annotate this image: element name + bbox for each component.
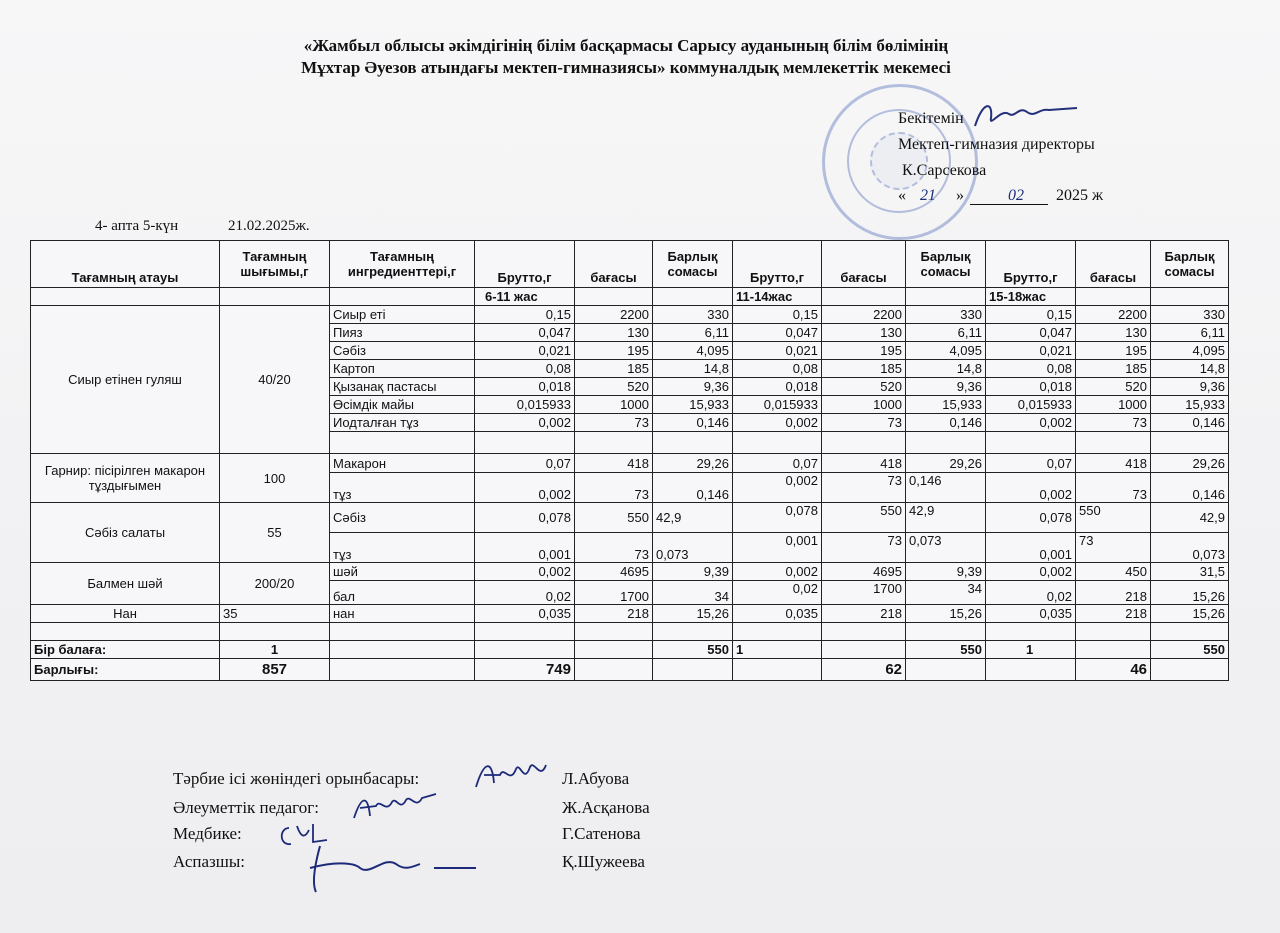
cell-value: 0,08 (733, 360, 822, 378)
approval-day: 21 (920, 187, 936, 204)
cell-value: 218 (822, 605, 906, 623)
cell-value: 15,933 (906, 396, 986, 414)
table-row-empty (31, 623, 1229, 641)
cell-value: 1000 (1076, 396, 1151, 414)
cell-value: 330 (653, 306, 733, 324)
age-group-3: 15-18жас (986, 288, 1076, 306)
ingredient-name: шәй (330, 563, 475, 581)
cell-value: 520 (1076, 378, 1151, 396)
cell-value: 4695 (575, 563, 653, 581)
approval-quote-close: » (956, 187, 964, 204)
cell-value: 185 (1076, 360, 1151, 378)
per-child-row (31, 641, 1229, 659)
approval-director-name: К.Сарсекова (902, 162, 987, 179)
cell-value: 34 (906, 581, 986, 605)
cell-value: 0,02 (986, 581, 1076, 605)
col-total-2: Барлық сомасы (906, 241, 986, 288)
menu-date: 21.02.2025ж. (227, 218, 310, 234)
dish-name: Нан (31, 605, 220, 623)
dish-yield: 200/20 (220, 563, 330, 605)
ingredient-name: Иодталған тұз (330, 414, 475, 432)
cell-value: 550 (1076, 503, 1151, 533)
cell-value: 0,078 (475, 503, 575, 533)
dish-yield: 55 (220, 503, 330, 563)
cell-value: 0,002 (475, 414, 575, 432)
cell-value: 0,001 (986, 533, 1076, 563)
cell-value: 4695 (822, 563, 906, 581)
cell-value: 29,26 (906, 454, 986, 473)
cell-value: 9,36 (653, 378, 733, 396)
age-group-1: 6-11 жас (475, 288, 575, 306)
cell-value: 130 (1076, 324, 1151, 342)
cell-value: 0,07 (475, 454, 575, 473)
dish-name: Гарнир: пісірілген макарон тұздығымен (31, 454, 220, 503)
per-child-brutto-3: 1 (986, 641, 1076, 659)
table-row (31, 605, 1229, 623)
dish-yield: 100 (220, 454, 330, 503)
cell-value: 0,073 (1151, 533, 1229, 563)
col-yield: Тағамның шығымы,г (220, 241, 330, 288)
col-ingredients: Тағамның ингредиенттері,г (330, 241, 475, 288)
cell-value: 73 (575, 414, 653, 432)
grand-total-label: Барлығы: (31, 659, 220, 681)
grand-total-row (31, 659, 1229, 681)
cell-value: 0,073 (653, 533, 733, 563)
signature-name: Қ.Шужеева (562, 852, 645, 871)
director-signature (965, 96, 1085, 136)
cell-value: 218 (575, 605, 653, 623)
cell-value: 34 (653, 581, 733, 605)
per-child-total-3: 550 (1151, 641, 1229, 659)
ingredient-name: Картоп (330, 360, 475, 378)
handwritten-signature (350, 788, 440, 824)
cell-value: 9,36 (1151, 378, 1229, 396)
cell-value: 330 (1151, 306, 1229, 324)
ingredient-name: нан (330, 605, 475, 623)
col-price-1: бағасы (575, 241, 653, 288)
grand-total-2: 62 (822, 659, 906, 681)
cell-value: 520 (575, 378, 653, 396)
col-brutto-2: Брутто,г (733, 241, 822, 288)
handwritten-signature (470, 755, 550, 795)
cell-value: 0,015933 (733, 396, 822, 414)
cell-value: 4,095 (906, 342, 986, 360)
cell-value: 1000 (822, 396, 906, 414)
cell-value: 0,002 (733, 563, 822, 581)
cell-value: 195 (822, 342, 906, 360)
cell-value: 0,021 (475, 342, 575, 360)
ingredient-name: Қызанақ пастасы (330, 378, 475, 396)
dish-name: Сәбіз салаты (31, 503, 220, 563)
cell-value: 0,146 (653, 473, 733, 503)
cell-value: 15,26 (653, 605, 733, 623)
per-child-total-1: 550 (653, 641, 733, 659)
cell-value: 0,035 (986, 605, 1076, 623)
cell-value: 73 (575, 533, 653, 563)
approval-approve: Бекітемін (898, 110, 964, 127)
cell-value: 185 (822, 360, 906, 378)
cell-value: 550 (575, 503, 653, 533)
cell-value: 0,07 (733, 454, 822, 473)
table-row (31, 454, 1229, 473)
signature-name: Л.Абуова (562, 769, 630, 788)
cell-value: 73 (1076, 473, 1151, 503)
cell-value: 1000 (575, 396, 653, 414)
cell-value: 73 (1076, 533, 1151, 563)
cell-value: 0,002 (986, 473, 1076, 503)
cell-value: 0,015933 (986, 396, 1076, 414)
cell-value: 0,002 (733, 473, 822, 503)
cell-value: 0,146 (906, 414, 986, 432)
col-total-3: Барлық сомасы (1151, 241, 1229, 288)
ingredient-name: Сиыр еті (330, 306, 475, 324)
cell-value: 15,933 (1151, 396, 1229, 414)
cell-value: 0,08 (475, 360, 575, 378)
grand-total-1: 749 (475, 659, 575, 681)
day-info (95, 218, 310, 235)
cell-value: 0,047 (986, 324, 1076, 342)
cell-value: 0,146 (1151, 473, 1229, 503)
cell-value: 0,073 (906, 533, 986, 563)
cell-value: 73 (822, 414, 906, 432)
cell-value: 0,078 (733, 503, 822, 533)
cell-value: 0,146 (1151, 414, 1229, 432)
cell-value: 218 (1076, 581, 1151, 605)
cell-value: 42,9 (906, 503, 986, 533)
cell-value: 1700 (575, 581, 653, 605)
cell-value: 0,047 (475, 324, 575, 342)
cell-value: 195 (1076, 342, 1151, 360)
table-header-row (31, 241, 1229, 288)
cell-value: 0,15 (733, 306, 822, 324)
cell-value: 14,8 (906, 360, 986, 378)
cell-value: 2200 (822, 306, 906, 324)
cell-value: 418 (822, 454, 906, 473)
table-row (31, 503, 1229, 533)
age-group-row (31, 288, 1229, 306)
cell-value: 0,146 (906, 473, 986, 503)
cell-value: 73 (575, 473, 653, 503)
col-price-3: бағасы (1076, 241, 1151, 288)
cell-value: 0,002 (986, 414, 1076, 432)
cell-value: 0,078 (986, 503, 1076, 533)
col-total-1: Барлық сомасы (653, 241, 733, 288)
col-dish-name: Тағамның атауы (31, 241, 220, 288)
grand-total-3: 46 (1076, 659, 1151, 681)
week-day: 4- апта 5-күн (95, 218, 179, 234)
cell-value: 0,002 (733, 414, 822, 432)
cell-value: 418 (575, 454, 653, 473)
cell-value: 0,018 (733, 378, 822, 396)
cell-value: 130 (822, 324, 906, 342)
cell-value: 1700 (822, 581, 906, 605)
approval-year: 2025 ж (1056, 187, 1104, 204)
cell-value: 9,36 (906, 378, 986, 396)
cell-value: 29,26 (653, 454, 733, 473)
ingredient-name: Макарон (330, 454, 475, 473)
cell-value: 520 (822, 378, 906, 396)
cell-value: 0,018 (475, 378, 575, 396)
menu-table (30, 240, 1229, 681)
cell-value: 0,001 (475, 533, 575, 563)
ingredient-name: Сәбіз (330, 503, 475, 533)
col-price-2: бағасы (822, 241, 906, 288)
signature-role: Тәрбие ісі жөніндегі орынбасары: (173, 769, 420, 788)
cell-value: 0,015933 (475, 396, 575, 414)
ingredient-name: тұз (330, 533, 475, 563)
cell-value: 15,26 (1151, 581, 1229, 605)
cell-value: 0,02 (475, 581, 575, 605)
ingredient-name: бал (330, 581, 475, 605)
cell-value: 14,8 (653, 360, 733, 378)
cell-value: 15,26 (1151, 605, 1229, 623)
cell-value: 0,15 (986, 306, 1076, 324)
cell-value: 73 (1076, 414, 1151, 432)
dish-yield: 35 (220, 605, 330, 623)
cell-value: 29,26 (1151, 454, 1229, 473)
cell-value: 42,9 (1151, 503, 1229, 533)
cell-value: 0,035 (475, 605, 575, 623)
cell-value: 185 (575, 360, 653, 378)
table-row (31, 563, 1229, 581)
signature-role: Медбике: (173, 824, 242, 843)
cell-value: 0,002 (475, 563, 575, 581)
cell-value: 0,035 (733, 605, 822, 623)
cell-value: 15,933 (653, 396, 733, 414)
cell-value: 73 (822, 533, 906, 563)
signature-name: Ж.Асқанова (562, 798, 650, 817)
cell-value: 450 (1076, 563, 1151, 581)
cell-value: 0,018 (986, 378, 1076, 396)
cell-value: 330 (906, 306, 986, 324)
cell-value: 0,08 (986, 360, 1076, 378)
cell-value: 6,11 (653, 324, 733, 342)
cell-value: 130 (575, 324, 653, 342)
cell-value: 31,5 (1151, 563, 1229, 581)
cell-value: 6,11 (906, 324, 986, 342)
cell-value: 0,021 (733, 342, 822, 360)
cell-value: 0,021 (986, 342, 1076, 360)
ingredient-name: Өсімдік майы (330, 396, 475, 414)
dish-name: Сиыр етінен гуляш (31, 306, 220, 454)
cell-value: 0,047 (733, 324, 822, 342)
cell-value: 0,15 (475, 306, 575, 324)
cell-value: 4,095 (1151, 342, 1229, 360)
cell-value: 0,001 (733, 533, 822, 563)
grand-total-yield: 857 (220, 659, 330, 681)
cell-value: 0,07 (986, 454, 1076, 473)
col-brutto-1: Брутто,г (475, 241, 575, 288)
cell-value: 42,9 (653, 503, 733, 533)
dish-yield: 40/20 (220, 306, 330, 454)
cell-value: 0,146 (653, 414, 733, 432)
col-brutto-3: Брутто,г (986, 241, 1076, 288)
approval-quote-open: « (898, 187, 906, 204)
ingredient-name: Пияз (330, 324, 475, 342)
header-line-2: Мұхтар Әуезов атындағы мектеп-гимназиясы» коммуналдық мемлекеттік мекемесі (301, 58, 951, 77)
per-child-total-2: 550 (906, 641, 986, 659)
table-row (31, 306, 1229, 324)
cell-value: 2200 (1076, 306, 1151, 324)
ingredient-name: Сәбіз (330, 342, 475, 360)
cell-value: 6,11 (1151, 324, 1229, 342)
per-child-label: Бір балаға: (31, 641, 220, 659)
approval-position: Мектеп-гимназия директоры (898, 136, 1095, 153)
age-group-2: 11-14жас (733, 288, 822, 306)
ingredient-name: тұз (330, 473, 475, 503)
cell-value: 218 (1076, 605, 1151, 623)
cell-value: 14,8 (1151, 360, 1229, 378)
per-child-yield: 1 (220, 641, 330, 659)
cell-value: 418 (1076, 454, 1151, 473)
cell-value: 73 (822, 473, 906, 503)
handwritten-signature (300, 838, 480, 898)
signature-name: Г.Сатенова (562, 824, 641, 843)
cell-value: 195 (575, 342, 653, 360)
cell-value: 15,26 (906, 605, 986, 623)
cell-value: 9,39 (653, 563, 733, 581)
cell-value: 0,002 (986, 563, 1076, 581)
cell-value: 0,02 (733, 581, 822, 605)
signature-role: Аспазшы: (173, 852, 245, 871)
signature-role: Әлеуметтік педагог: (173, 798, 319, 817)
cell-value: 9,39 (906, 563, 986, 581)
dish-name: Балмен шәй (31, 563, 220, 605)
per-child-brutto-2: 1 (733, 641, 822, 659)
cell-value: 0,002 (475, 473, 575, 503)
approval-month: 02 (1008, 187, 1024, 204)
cell-value: 2200 (575, 306, 653, 324)
cell-value: 4,095 (653, 342, 733, 360)
header-line-1: «Жамбыл облысы әкімдігінің білім басқармасы Сарысу ауданының білім бөлімінің (303, 36, 949, 55)
cell-value: 550 (822, 503, 906, 533)
